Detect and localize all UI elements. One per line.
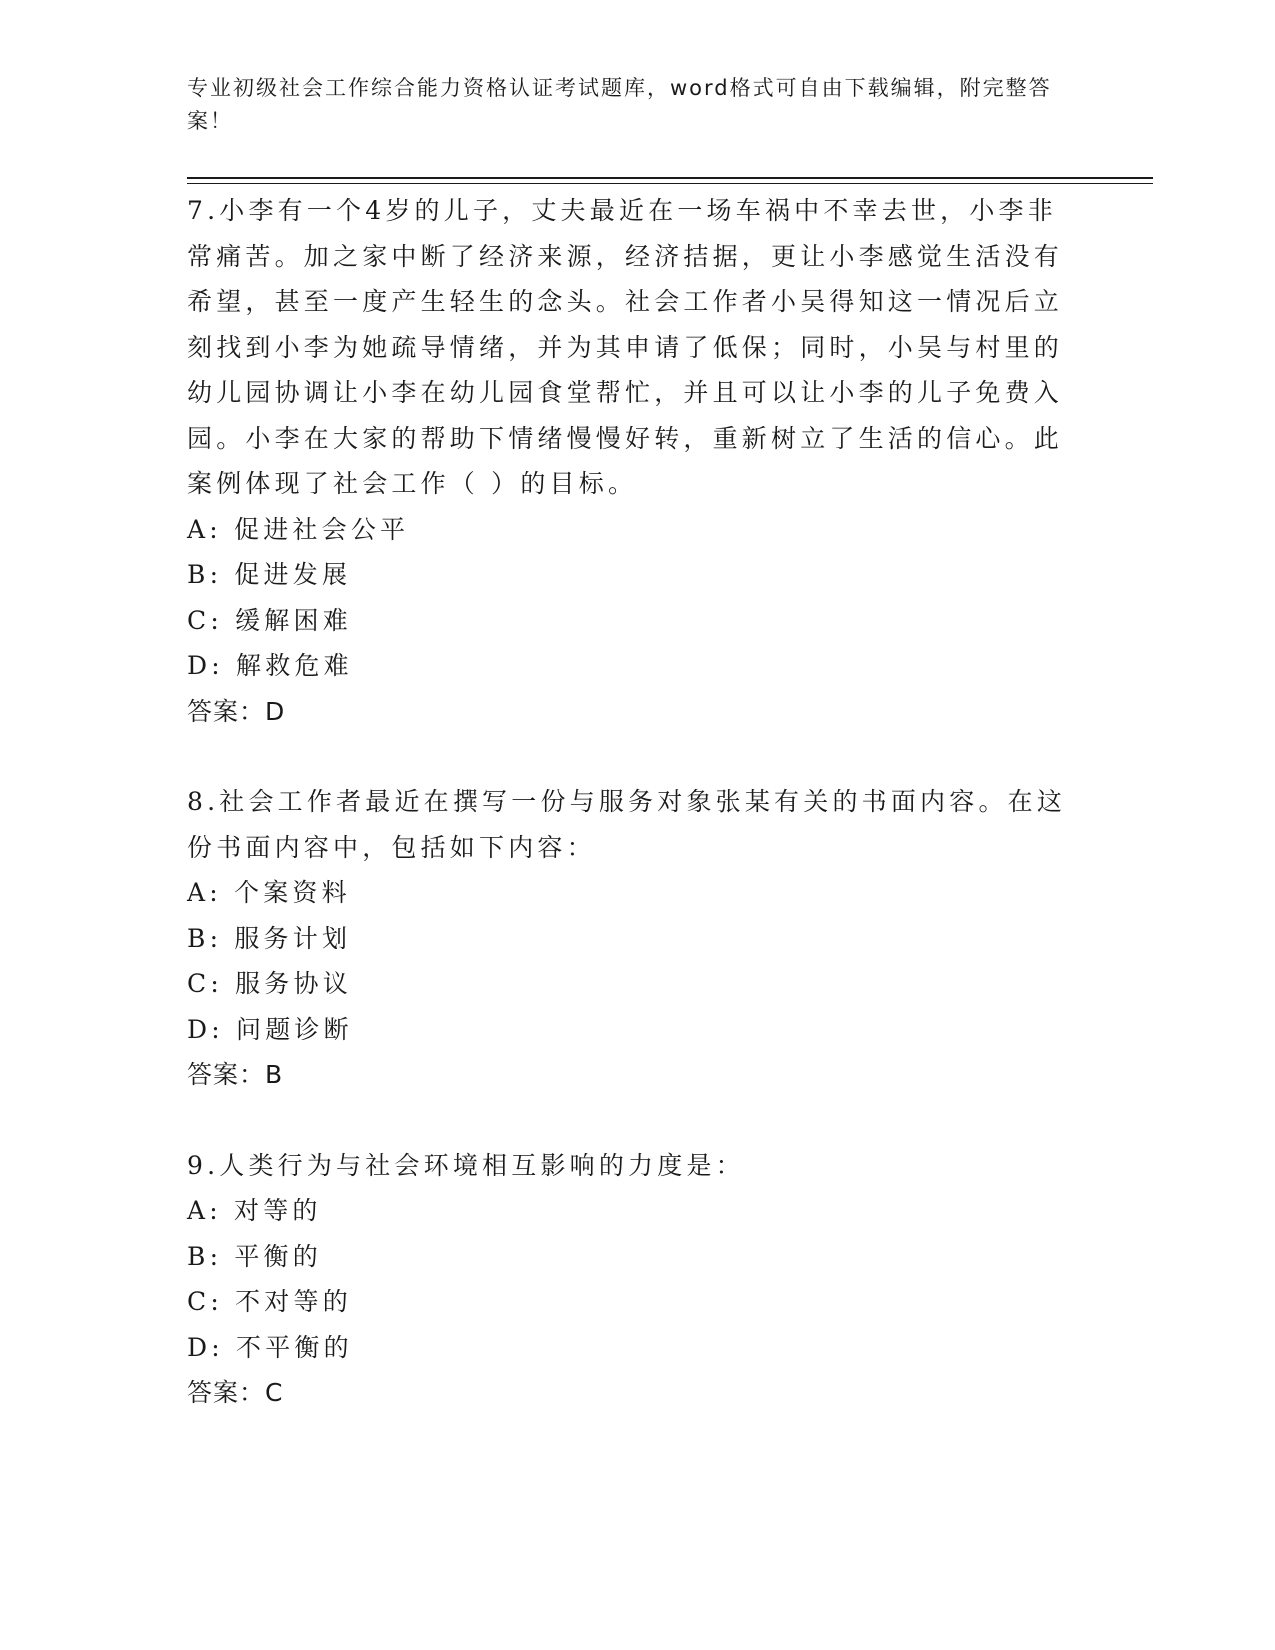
option-c: C: 不对等的 bbox=[187, 1287, 352, 1316]
option-b: B: 服务计划 bbox=[187, 923, 352, 953]
answer: 答案：D bbox=[187, 696, 286, 726]
option-b: B: 平衡的 bbox=[187, 1241, 322, 1271]
question-8 bbox=[187, 779, 1067, 1098]
question-9 bbox=[187, 1143, 1067, 1416]
option-a: A: 对等的 bbox=[187, 1196, 322, 1225]
question-stem: 8.社会工作者最近在撰写一份与服务对象张某有关的书面内容。在这份书面内容中，包括如下内容： bbox=[187, 787, 1067, 862]
spacer bbox=[187, 734, 1067, 779]
header-rule-thin bbox=[187, 183, 1153, 184]
option-d: D: 不平衡的 bbox=[187, 1332, 353, 1362]
question-stem: 7.小李有一个4岁的儿子，丈夫最近在一场车祸中不幸去世，小李非常痛苦。加之家中断了经济来源，经济拮据，更让小李感觉生活没有希望，甚至一度产生轻生的念头。社会工作者小吴得知这一情况后立刻找到小李为她疏导情绪，并为其申请了低保；同时，小吴与村里的幼儿园协调让小李在幼儿园食堂帮忙，并且可以让小李的儿子免费入园。小李在大家的帮助下情绪慢慢好转，重新树立了生活的信心。此案例体现了社会工作（ ）的目标。 bbox=[187, 196, 1064, 498]
answer: 答案：B bbox=[187, 1060, 284, 1089]
question-stem: 9.人类行为与社会环境相互影响的力度是： bbox=[187, 1150, 745, 1180]
option-d: D: 解救危难 bbox=[187, 651, 353, 680]
answer: 答案：C bbox=[187, 1378, 284, 1407]
option-a: A: 个案资料 bbox=[187, 878, 351, 907]
option-d: D: 问题诊断 bbox=[187, 1014, 353, 1044]
spacer bbox=[187, 1098, 1067, 1143]
option-b: B: 促进发展 bbox=[187, 560, 352, 589]
question-7 bbox=[187, 188, 1067, 734]
header-rule-thick bbox=[187, 177, 1153, 179]
question-list bbox=[187, 188, 1067, 1416]
option-c: C: 缓解困难 bbox=[187, 605, 352, 635]
option-a: A: 促进社会公平 bbox=[187, 514, 410, 544]
page-header: 专业初级社会工作综合能力资格认证考试题库，word格式可自由下载编辑，附完整答案！ bbox=[187, 76, 1052, 133]
option-c: C: 服务协议 bbox=[187, 969, 352, 998]
